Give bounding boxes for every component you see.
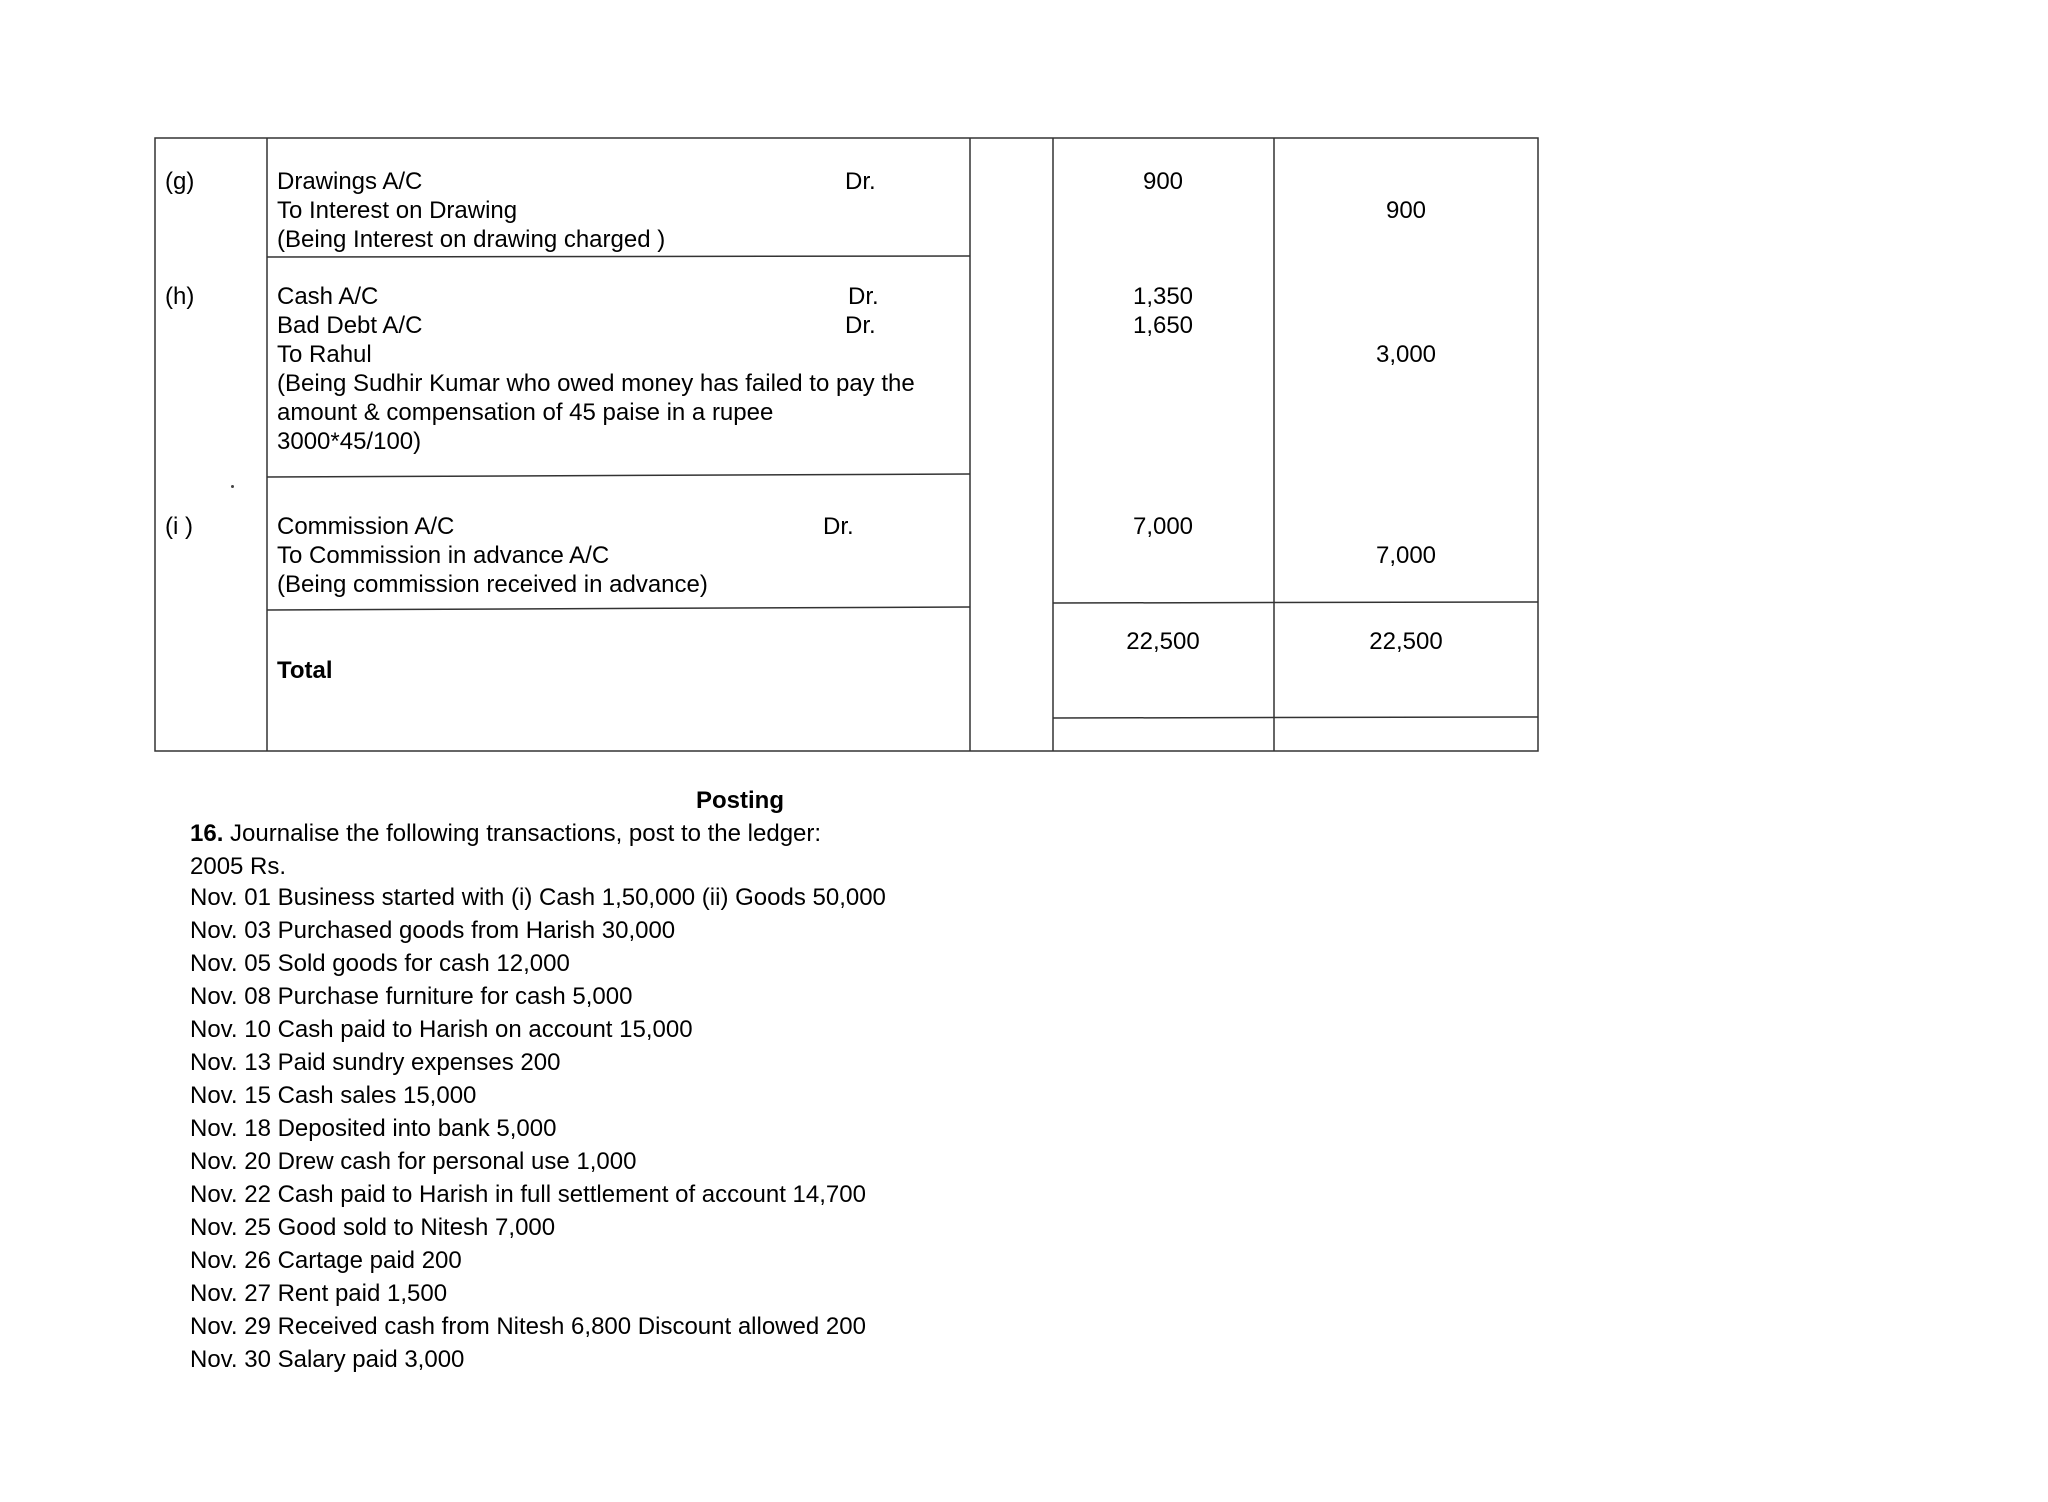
list-item: Nov. 30 Salary paid 3,000: [190, 1346, 465, 1373]
list-item: Nov. 20 Drew cash for personal use 1,000: [190, 1148, 637, 1175]
list-item: Nov. 29 Received cash from Nitesh 6,800 Discount allowed 200: [190, 1313, 866, 1340]
question-line: [190, 820, 821, 848]
total-label: Total: [277, 657, 333, 684]
entry-h-narration-3: 3000*45/100): [277, 428, 422, 455]
entry-i-line2: To Commission in advance A/C: [277, 542, 610, 569]
question-number: 16.: [190, 820, 224, 847]
entry-i-line1: Commission A/C: [277, 513, 455, 540]
entry-g-line1: Drawings A/C: [277, 168, 423, 195]
list-item: Nov. 05 Sold goods for cash 12,000: [190, 950, 570, 977]
entry-g-narration: (Being Interest on drawing charged ): [277, 226, 666, 253]
entry-h-credit: 3,000: [1375, 341, 1437, 368]
list-item: Nov. 26 Cartage paid 200: [190, 1247, 462, 1274]
question-text: Journalise the following transactions, post to the ledger:: [223, 820, 822, 847]
entry-g-dr: Dr.: [845, 168, 876, 195]
stray-mark: [231, 485, 234, 488]
entry-label-i: (i ): [165, 513, 193, 540]
entry-i-credit: 7,000: [1375, 542, 1437, 569]
list-item: Nov. 08 Purchase furniture for cash 5,000: [190, 983, 633, 1010]
list-item: Nov. 01 Business started with (i) Cash 1,50,000 (ii) Goods 50,000: [190, 884, 886, 911]
entry-g-credit: 900: [1385, 197, 1427, 224]
entry-h-line3: To Rahul: [277, 341, 372, 368]
entry-i-debit: 7,000: [1132, 513, 1194, 540]
entry-g-line2: To Interest on Drawing: [277, 197, 518, 224]
total-debit: 22,500: [1126, 628, 1200, 655]
entry-h-debit2: 1,650: [1132, 312, 1194, 339]
list-item: Nov. 10 Cash paid to Harish on account 15,000: [190, 1016, 693, 1043]
entry-i-narration: (Being commission received in advance): [277, 571, 708, 598]
entry-h-line1: Cash A/C: [277, 283, 379, 310]
entry-h-debit1: 1,350: [1132, 283, 1194, 310]
entry-label-h: (h): [165, 283, 195, 310]
entry-i-dr: Dr.: [823, 513, 854, 540]
entry-h-narration-1: (Being Sudhir Kumar who owed money has failed to pay the: [277, 370, 915, 397]
entry-h-line2: Bad Debt A/C: [277, 312, 423, 339]
list-item: Nov. 15 Cash sales 15,000: [190, 1082, 477, 1109]
list-item: Nov. 22 Cash paid to Harish in full settlement of account 14,700: [190, 1181, 866, 1208]
transaction-list: [190, 881, 886, 1376]
entry-label-g: (g): [165, 168, 195, 195]
list-item: Nov. 18 Deposited into bank 5,000: [190, 1115, 557, 1142]
list-item: Nov. 27 Rent paid 1,500: [190, 1280, 448, 1307]
list-item: Nov. 13 Paid sundry expenses 200: [190, 1049, 561, 1076]
posting-heading: Posting: [696, 787, 784, 814]
entry-h-dr2: Dr.: [845, 312, 876, 339]
list-item: Nov. 03 Purchased goods from Harish 30,000: [190, 917, 676, 944]
total-credit: 22,500: [1369, 628, 1443, 655]
list-item: Nov. 25 Good sold to Nitesh 7,000: [190, 1214, 556, 1241]
entry-h-narration-2: amount & compensation of 45 paise in a rupee: [277, 399, 774, 426]
year-line: 2005 Rs.: [190, 853, 287, 880]
entry-g-debit: 900: [1142, 168, 1184, 195]
entry-h-dr1: Dr.: [848, 283, 879, 310]
